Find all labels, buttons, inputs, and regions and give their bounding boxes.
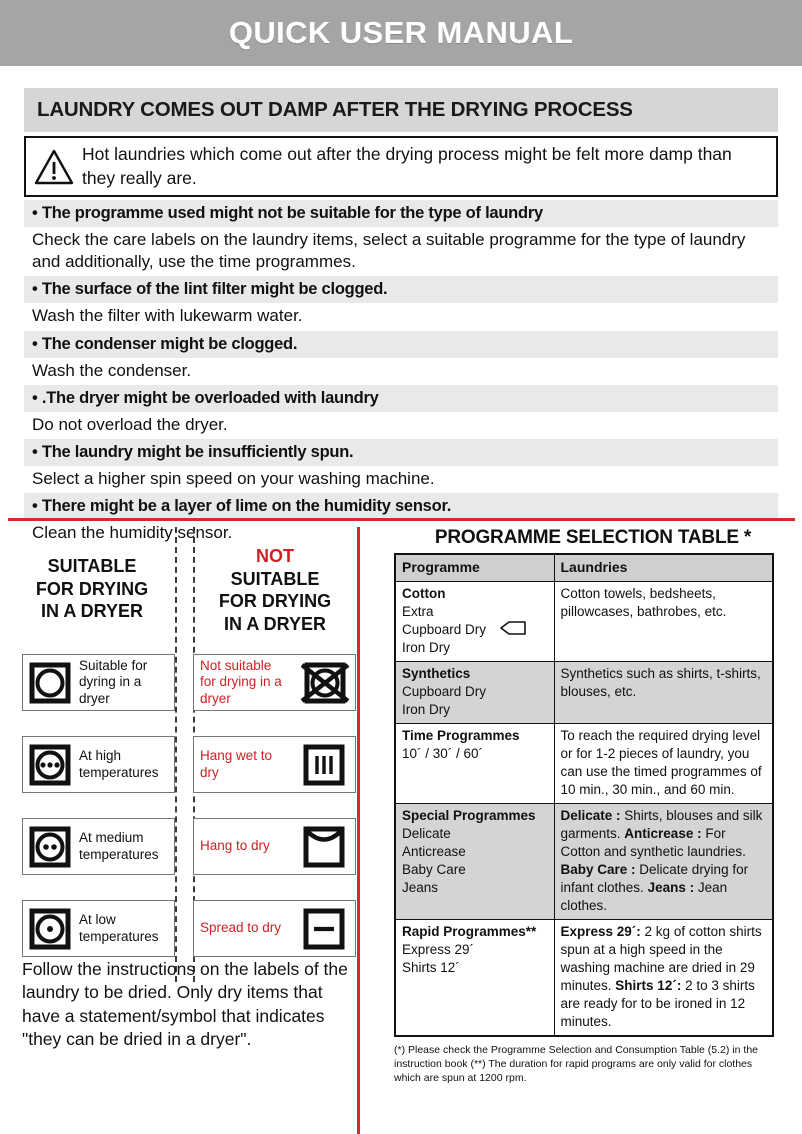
programme-option-label: Cupboard Dry — [402, 621, 487, 637]
definition-term: Delicate : — [560, 808, 621, 824]
cause-list — [24, 200, 778, 547]
programme-option: Iron Dry — [402, 640, 451, 656]
cause-item — [24, 200, 778, 276]
symbol-row — [193, 900, 356, 957]
programme-table-title: PROGRAMME SELECTION TABLE * — [434, 527, 752, 548]
programme-option: Shirts 12´ — [402, 959, 460, 975]
not-suitable-title-line: SUITABLE — [230, 568, 320, 589]
definition-desc: Delicate drying for infant clothes. — [560, 861, 749, 895]
cause-item — [24, 331, 778, 385]
warning-box — [24, 136, 778, 197]
symbol-label: At low temperatures — [79, 912, 159, 944]
tumble-dry-circle-icon — [29, 662, 71, 704]
dry-flat-icon — [303, 908, 345, 950]
not-suitable-title-line: IN A DRYER — [223, 614, 326, 635]
cause-body: Select a higher spin speed on your washing machine. — [24, 466, 778, 493]
cause-heading: • The programme used might not be suitable for the type of laundry — [24, 200, 778, 227]
symbol-label: At medium temperatures — [79, 830, 159, 862]
definition-term: Anticrease : — [624, 826, 702, 842]
table-row — [395, 581, 773, 662]
definition-desc: For Cotton and synthetic laundries. — [560, 826, 746, 859]
suitable-column-title — [8, 555, 176, 623]
table-row — [395, 724, 773, 804]
definition-term: Baby Care : — [560, 861, 636, 877]
definition-desc: 2 kg of cotton shirts spun at a high speed in the washing machine are dried in 29 minutes. — [560, 923, 762, 993]
symbol-row — [193, 736, 356, 793]
column-header-programme: Programme — [395, 554, 554, 581]
table-row — [395, 919, 773, 1035]
programme-cell — [395, 724, 554, 804]
laundries-cell: Synthetics such as shirts, t-shirts, blouses, etc. — [554, 662, 773, 724]
definition-desc: Shirts, blouses and silk garments. — [560, 808, 763, 842]
drip-dry-lines-icon — [303, 744, 345, 786]
symbol-row — [193, 654, 356, 711]
section-heading-bar — [24, 88, 778, 132]
cause-body: Clean the humidity sensor. — [24, 520, 778, 547]
table-row — [395, 804, 773, 920]
cause-item — [24, 385, 778, 439]
cause-heading: • The condenser might be clogged. — [24, 331, 778, 358]
symbol-label: At high temperatures — [79, 748, 159, 780]
red-horizontal-divider — [8, 518, 795, 521]
symbol-row — [22, 818, 175, 875]
page-banner — [0, 0, 802, 66]
section-heading-text: LAUNDRY COMES OUT DAMP AFTER THE DRYING PROCESS — [37, 98, 633, 121]
symbol-label: Spread to dry — [200, 920, 282, 936]
programme-cell — [395, 581, 554, 662]
symbol-label: Not suitable for drying in a dryer — [200, 658, 282, 706]
programme-option: Cupboard Dry — [402, 684, 487, 700]
laundries-cell: Cotton towels, bedsheets, pillowcases, bathrobes, etc. — [554, 581, 773, 662]
table-row — [395, 662, 773, 724]
programme-option: Express 29´ — [402, 941, 475, 957]
definition-desc: 2 to 3 shirts are ready for to be ironed in 12 minutes. — [560, 977, 755, 1029]
programme-option: Anticrease — [402, 844, 466, 859]
symbol-row — [22, 654, 175, 711]
laundries-cell: To reach the required drying level or for 1-2 pieces of laundry, you can use the timed programmes of 10 min., 30 min., and 60 min. — [554, 724, 773, 804]
programme-option: Extra — [402, 603, 434, 619]
tumble-dry-one-dot-icon — [29, 908, 71, 950]
cause-item — [24, 276, 778, 330]
cause-body: Check the care labels on the laundry items, select a suitable programme for the type of laundry and additionally, use the time programmes. — [24, 227, 778, 276]
tag-pointer-icon — [500, 621, 526, 640]
do-not-tumble-dry-crossed-icon — [301, 661, 351, 705]
not-suitable-title-line: FOR DRYING — [218, 591, 332, 612]
symbol-label: Suitable for dyring in a dryer — [79, 658, 148, 706]
laundries-cell — [554, 919, 773, 1035]
programme-selection-table — [394, 553, 774, 1037]
suitable-title-line: IN A DRYER — [40, 601, 143, 622]
definition-term: Jeans : — [647, 879, 695, 895]
symbol-row — [193, 818, 356, 875]
cause-heading: • The surface of the lint filter might be clogged. — [24, 276, 778, 303]
programme-option: Baby Care — [402, 861, 466, 877]
programme-option: Jeans — [402, 879, 439, 895]
laundries-cell — [554, 804, 773, 920]
cause-body: Wash the condenser. — [24, 358, 778, 385]
warning-triangle-icon — [26, 148, 82, 186]
cause-heading: • .The dryer might be overloaded with laundry — [24, 385, 778, 412]
cause-heading: • There might be a layer of lime on the humidity sensor. — [24, 493, 778, 520]
symbol-row — [22, 736, 175, 793]
suitable-title-line: SUITABLE — [47, 556, 137, 576]
cause-item — [24, 439, 778, 493]
programme-name: Synthetics — [402, 666, 471, 682]
programme-table-panel — [366, 527, 802, 1085]
programme-cell — [395, 804, 554, 920]
care-symbols-footer: Follow the instructions on the labels of the laundry to be dried. Only dry items that have a statement/symbol that indicates "they can be dried in a dryer". — [22, 959, 348, 1049]
programme-option-with-tag — [402, 621, 549, 640]
not-suitable-column-title — [196, 545, 354, 636]
suitable-title-line: FOR DRYING — [35, 578, 149, 599]
cause-body: Do not overload the dryer. — [24, 412, 778, 439]
cause-heading: • The laundry might be insufficiently spun. — [24, 439, 778, 466]
definition-term: Express 29´: — [560, 923, 641, 939]
programme-option: Delicate — [402, 826, 451, 842]
programme-option: 10´ / 30´ / 60´ — [402, 746, 484, 762]
definition-term: Shirts 12´: — [615, 977, 682, 993]
tumble-dry-two-dots-icon — [29, 826, 71, 868]
not-word: NOT — [256, 546, 294, 566]
tumble-dry-three-dots-icon — [29, 744, 71, 786]
definition-desc: Jean clothes. — [560, 879, 728, 913]
table-header-row — [395, 554, 773, 581]
column-header-laundries: Laundries — [554, 554, 773, 581]
line-dry-hang-icon — [303, 826, 345, 868]
warning-text: Hot laundries which come out after the drying process might be felt more damp than they really are. — [82, 144, 732, 188]
programme-cell — [395, 662, 554, 724]
programme-cell — [395, 919, 554, 1035]
programme-option: Iron Dry — [402, 702, 451, 718]
symbol-row — [22, 900, 175, 957]
programme-name: Time Programmes — [402, 728, 520, 744]
programme-name: Special Programmes — [402, 808, 536, 824]
table-footnote: (*) Please check the Programme Selection and Consumption Table (5.2) in the instruction book (**) The duration for rapid programs are only valid for clothes which are spun at 1200 rpm. — [394, 1043, 758, 1084]
page-title: QUICK USER MANUAL — [228, 15, 574, 50]
programme-name: Rapid Programmes** — [402, 923, 537, 939]
programme-name: Cotton — [402, 585, 446, 601]
symbol-label: Hang wet to dry — [200, 748, 273, 780]
cause-body: Wash the filter with lukewarm water. — [24, 303, 778, 330]
symbol-label: Hang to dry — [200, 838, 270, 854]
